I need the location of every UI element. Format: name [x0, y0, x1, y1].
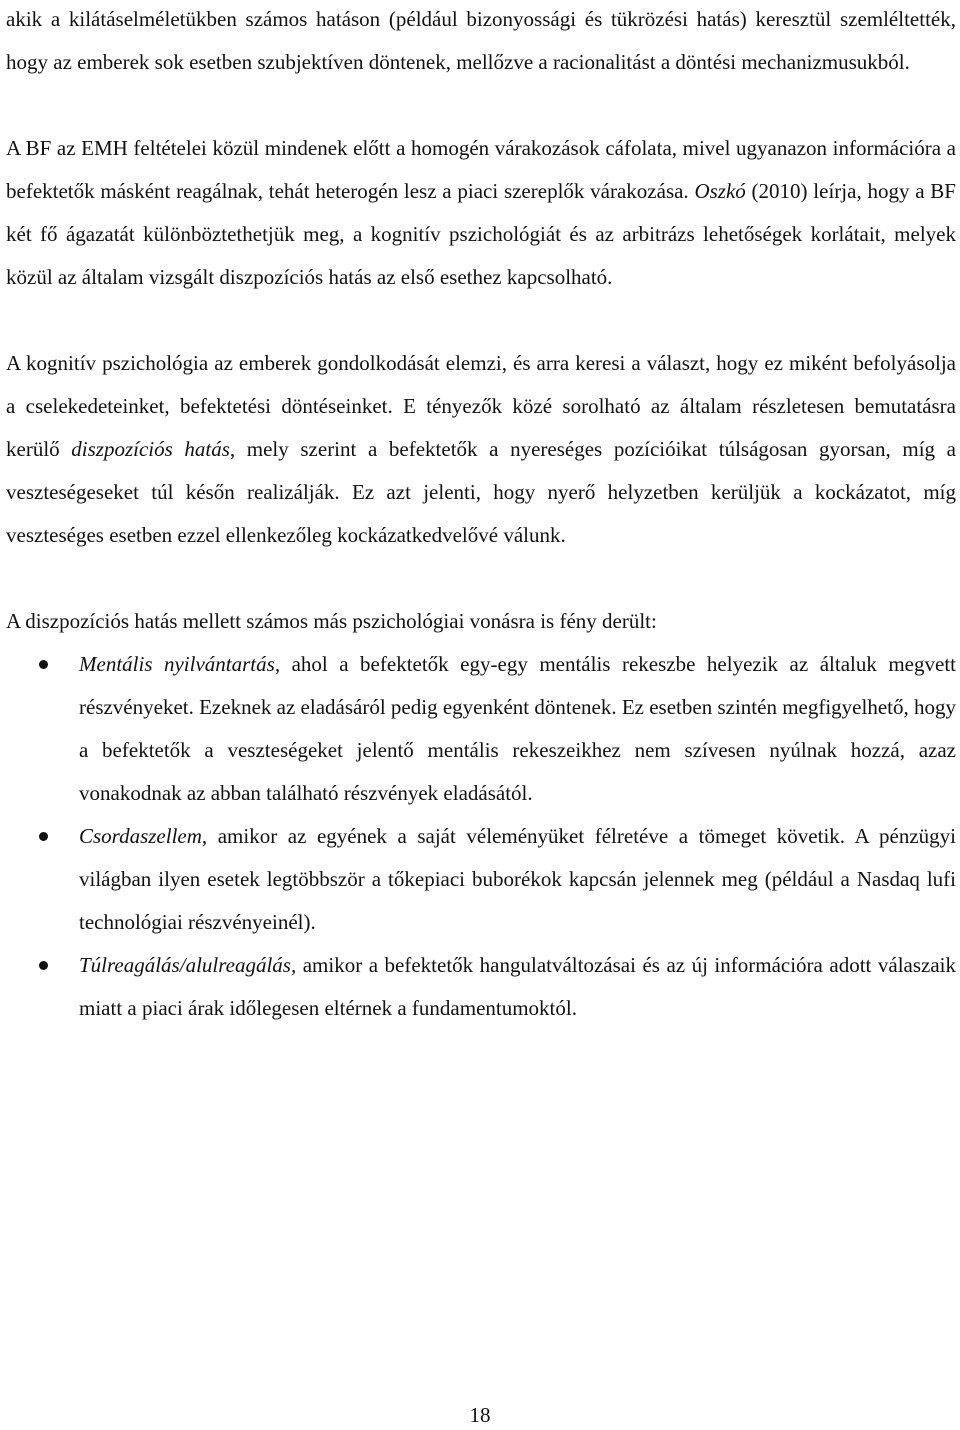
paragraph-prospect-theory — [6, 0, 956, 84]
paragraph-cognitive-psychology — [6, 342, 956, 557]
bullet-item-herd-behavior — [6, 815, 956, 944]
paragraph-text-end: , mely szerint a befektetők a nyereséges pozícióikat túlságosan gyorsan, míg a veszteségeseket túl későn realizálják. Ez azt jelenti, hogy nyerő helyzetben kerüljük a kockázatot, míg veszteséges esetben ezzel ellenkezőleg kockázatkedvelővé válunk. — [6, 437, 956, 547]
bullet-text: , amikor az egyének a saját véleményüket félretéve a tömeget követik. A pénzügyi világban ilyen esetek legtöbbször a tőkepiaci buborékok kapcsán jelennek meg (például a Nasdaq lufi technológiai részvényeinél). — [79, 824, 956, 934]
bullet-icon — [39, 660, 48, 669]
bullet-text: , ahol a befektetők egy-egy mentális rekeszbe helyezik az általuk megvett részvényeket. Ezeknek az eladásáról pedig egyenként döntenek. Ez esetben szintén megfigyelhető, hogy a befektetők a veszteségeket jelentő mentális rekeszeikhez nem szívesen nyúlnak hozzá, azaz vonakodnak az abban található részvények eladásától. — [79, 652, 956, 805]
author-citation: Oszkó — [694, 179, 746, 203]
page-body — [6, 0, 956, 1030]
bullet-text: amikor a befektetők hangulatváltozásai és az új információra adott válaszaik miatt a piaci árak időlegesen eltérnek a fundamentumoktól. — [79, 953, 956, 1020]
paragraph-text-start: A BF az EMH feltételei közül mindenek előtt a homogén várakozások cáfolata, mivel ugyanazon információra a befektetők másként reagálnak, tehát heterogén lesz a piaci szereplők várakozása. — [6, 136, 956, 203]
bullet-item-mental-accounting — [6, 643, 956, 815]
bullet-icon — [39, 832, 48, 841]
bullet-term: Mentális nyilvántartás — [79, 652, 275, 676]
paragraph-bf-emh — [6, 127, 956, 299]
emphasized-term: diszpozíciós hatás — [71, 437, 230, 461]
bullet-icon — [39, 961, 48, 970]
paragraph-text: A diszpozíciós hatás mellett számos más pszichológiai vonásra is fény derült: — [6, 609, 657, 633]
bullet-term: Csordaszellem — [79, 824, 202, 848]
bullet-item-over-under-reaction — [6, 944, 956, 1030]
paragraph-list-intro — [6, 600, 956, 643]
paragraph-text-start: A kognitív pszichológia az emberek gondolkodását elemzi, és arra keresi a választ, hogy ez miként befolyásolja a cselekedeteinket, befektetési döntéseinket. E tényezők közé sorolható az általam részletesen bemutatásra kerülő — [6, 351, 956, 461]
page-number: 18 — [469, 1403, 491, 1427]
paragraph-text-end: (2010) leírja, hogy a BF két fő ágazatát különböztethetjük meg, a kognitív pszichológiát és az arbitrázs lehetőségek korlátait, melyek közül az általam vizsgált diszpozíciós hatás az első esethez kapcsolható. — [6, 179, 956, 289]
bullet-list — [6, 643, 956, 1030]
bullet-term: Túlreagálás/alulreagálás, — [79, 953, 297, 977]
paragraph-text: akik a kilátáselméletükben számos hatáson (például bizonyossági és tükrözési hatás) keresztül szemléltették, hogy az emberek sok esetben szubjektíven döntenek, mellőzve a racionalitást a döntési mechanizmusukból. — [6, 7, 956, 74]
